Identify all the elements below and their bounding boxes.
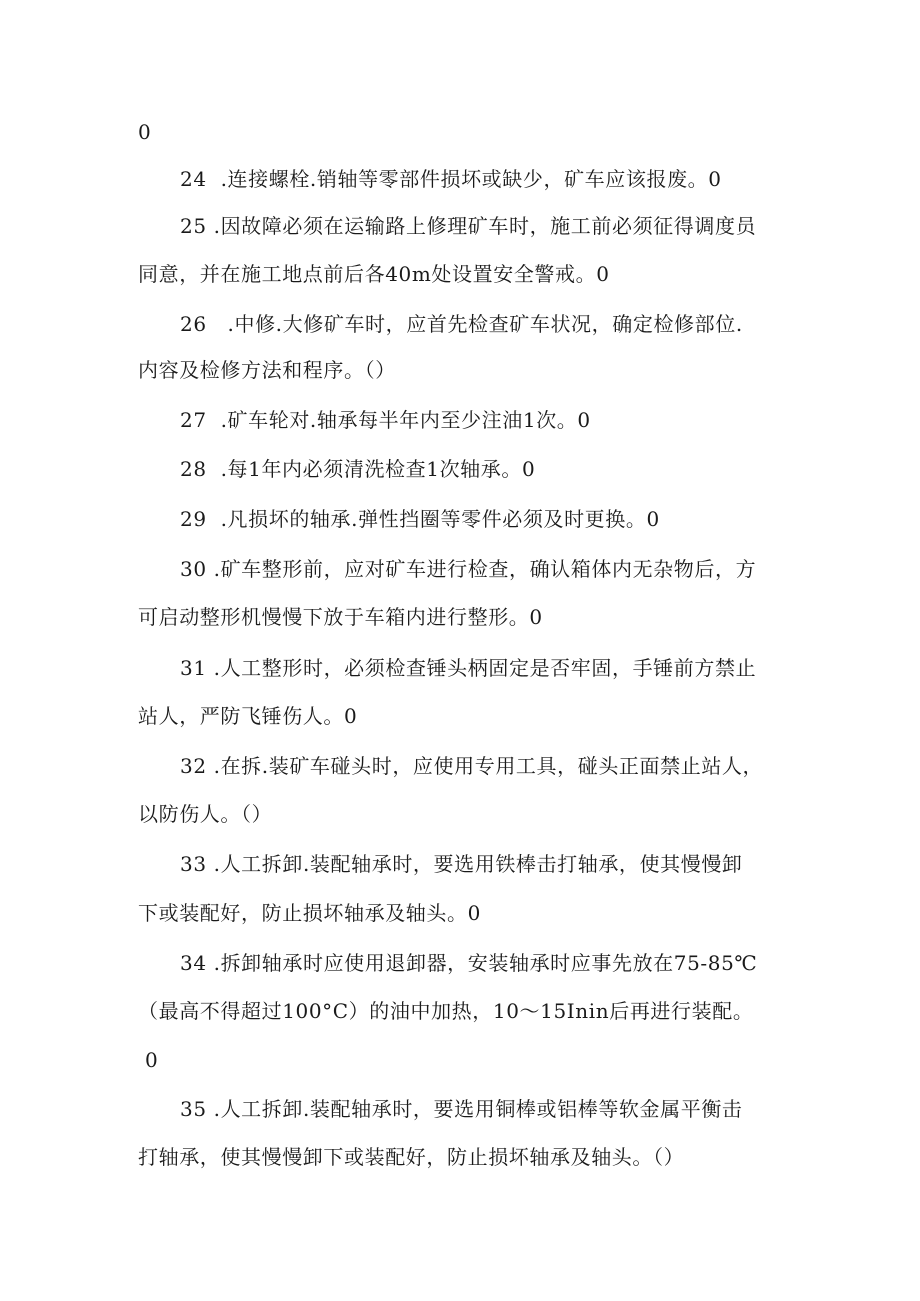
question-number: 31 [180, 656, 207, 680]
question-text-continuation: 内容及检修方法和程序。（） [138, 358, 396, 382]
question-text: .矿车整形前，应对矿车进行检查，确认箱体内无杂物后，方 [206, 557, 757, 581]
question-text-continuation: （最高不得超过100°C）的油中加热，10～15Inin后再进行装配。 [138, 999, 754, 1023]
question-text-continuation: 下或装配好，防止损坏轴承及轴头。0 [138, 901, 481, 925]
question-text-continuation: 站人，严防飞锤伤人。0 [138, 704, 358, 728]
question-text: .凡损坏的轴承.弹性挡圈等零件必须及时更换。0 [206, 507, 660, 531]
question-text: .矿车轮对.轴承每半年内至少注油1次。0 [206, 408, 591, 432]
question-text: .人工拆卸.装配轴承时，要选用铜棒或铝棒等软金属平衡击 [206, 1097, 743, 1121]
question-text: .在拆.装矿车碰头时，应使用专用工具，碰头正面禁止站人， [206, 754, 764, 778]
question-number: 26 [180, 312, 207, 336]
question-number: 25 [180, 214, 207, 238]
question-text: .每1年内必须清洗检查1次轴承。0 [206, 457, 536, 481]
question-number: 33 [180, 852, 207, 876]
question-number: 24 [180, 167, 207, 191]
question-text: .中修.大修矿车时，应首先检查矿车状况，确定检修部位. [206, 312, 743, 336]
question-text: .连接螺栓.销轴等零部件损坏或缺少，矿车应该报废。0 [206, 167, 722, 191]
question-text: .人工拆卸.装配轴承时，要选用铁棒击打轴承，使其慢慢卸 [206, 852, 743, 876]
question-number: 28 [180, 457, 207, 481]
question-text-continuation: 0 [138, 1048, 159, 1072]
question-number: 27 [180, 408, 207, 432]
question-number: 30 [180, 557, 207, 581]
leading-mark: 0 [138, 120, 152, 144]
question-text: .人工整形时，必须检查锤头柄固定是否牢固，手锤前方禁止 [206, 656, 757, 680]
question-text-continuation: 同意，并在施工地点前后各40m处设置安全警戒。0 [138, 262, 610, 286]
question-number: 32 [180, 754, 207, 778]
question-text-continuation: 以防伤人。（） [138, 802, 273, 826]
question-text: .拆卸轴承时应使用退卸器，安装轴承时应事先放在75-85℃ [206, 951, 758, 975]
question-number: 34 [180, 951, 207, 975]
question-text-continuation: 可启动整形机慢慢下放于车箱内进行整形。0 [138, 605, 543, 629]
question-number: 29 [180, 507, 207, 531]
question-number: 35 [180, 1097, 207, 1121]
question-text: .因故障必须在运输路上修理矿车时，施工前必须征得调度员 [206, 214, 757, 238]
question-text-continuation: 打轴承，使其慢慢卸下或装配好，防止损坏轴承及轴头。（） [138, 1145, 685, 1169]
